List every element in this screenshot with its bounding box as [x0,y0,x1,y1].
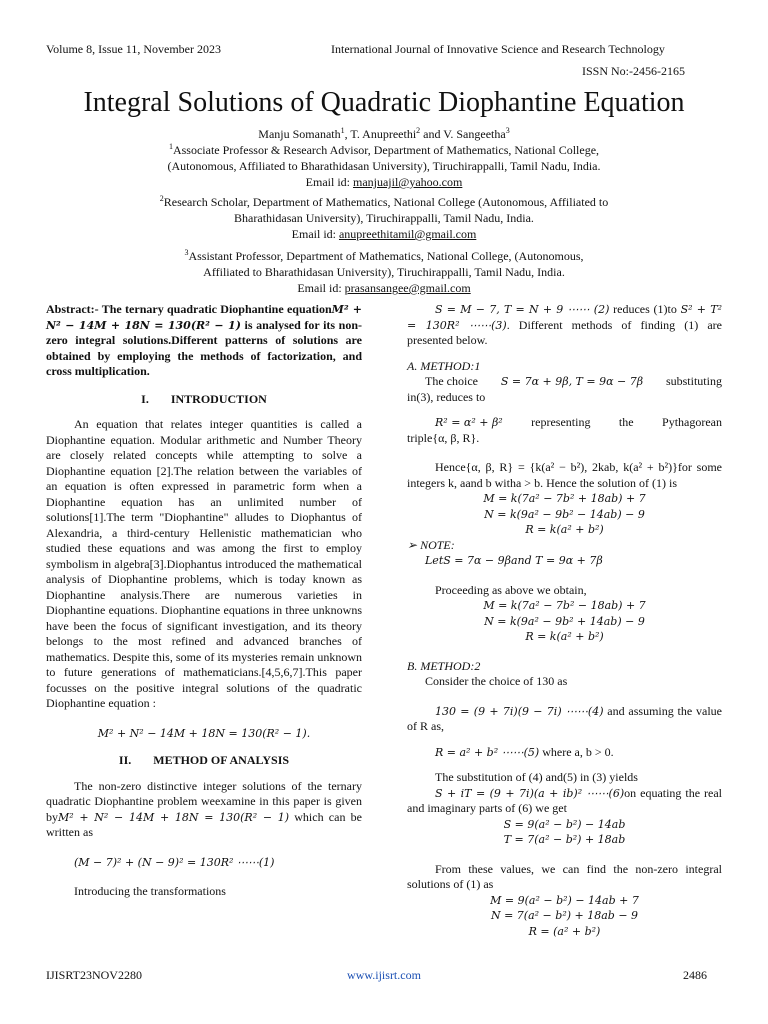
affiliation-3-line1: $^3$Assistant Professor, Department of Mathematics, National College, (Autonomous, [184,248,584,263]
section-introduction-heading: I. INTRODUCTION [141,391,267,406]
analysis-paragraph: The non-zero distinctive integer solutions of the ternary quadratic Diophantine problem weexamine in this paper is given byM² + N² − 14M + 18N = 130(R² − 1) which can be written as [46,778,362,839]
affiliation-2-line2: Bharathidasan University), Tiruchirappalli, Tamil Nadu, India. [234,211,534,225]
transformations-paragraph: S = M − 7, T = N + 9 ⋯⋯ (2) reduces (1)to S² + T² = 130R² ⋯⋯(3). Different methods of finding (1) are presented below. [407,302,722,347]
affiliation-2-line1: $^2$Research Scholar, Department of Mathematics, National College (Autonomous, Affiliated to [159,194,609,209]
method-1-solution-M: M = k(7a² − 7b² + 18ab) + 7 [483,492,646,505]
affiliation-1-line2: (Autonomous, Affiliated to Bharathidasan University), Tiruchirappalli, Tamil Nadu, India. [167,159,601,173]
email-link-1[interactable]: manjuajil@yahoo.com [352,175,463,189]
affiliation-3-email: Email id: prasansangee@gmail.com [297,281,471,295]
introduction-paragraph: An equation that relates integer quantities is called a Diophantine equation. Modular arithmetic and Number Theory are closely related concepts while attempting to solve a Diophantine equation [2].The relation between the variables of an equation is often expressed in parametric form when a Diophantine equation has an unlimited number of solutions[1].The term "Diophantine" alludes to Diophantus of Alexandria, a third-century Hellenistic mathematician who studied these equations and was among the first to employ symbolism in algebra[3].Diophantus introduced the mathematical analysis of Diophantine problems, which is today known as Diophantine analysis.There are numerous varieties in Diophantine equations. Diophantine equations in three unknowns have been the focus of significant investigation, and its theory belongs to the most refined and advanced branches of mathematics. Despite this, some of its mysteries remain unknown to future generations of mathematicians.[4,5,6,7].This paper focusses on the positive integral solutions of the quadratic Diophantine equation : [46,417,362,710]
method-2-from: From these values, we can find the non-zero integral solutions of (1) as [407,861,722,891]
volume-info: Volume 8, Issue 11, November 2023 [46,42,221,56]
section-method-heading: II. METHOD OF ANALYSIS [118,753,290,767]
email-link-2[interactable]: anupreethitamil@gmail.com [338,227,477,241]
method-2-eq4: 130 = (9 + 7i)(9 − 7i) ⋯⋯(4) and assuming the value of R as, [407,703,722,733]
journal-name: International Journal of Innovative Science and Research Technology [331,42,665,56]
journal-url-link[interactable]: www.ijisrt.com [347,968,421,982]
note-solution-N: N = k(9a² − 9b² + 14ab) − 9 [484,614,645,628]
paper-title: Integral Solutions of Quadratic Diophantine Equation [83,87,685,118]
pythagorean-line: R² = α² + β² representing the Pythagorean [435,415,722,429]
method-1-heading: A. METHOD:1 [407,358,481,373]
issn: ISSN No:-2456-2165 [582,64,686,78]
method-1-solution-N: N = k(9a² − 9b² − 14ab) − 9 [484,507,645,521]
method-2-consider: Consider the choice of 130 as [425,674,568,688]
method-1-choice: The choice S = 7α + 9β, T = 9α − 7β substituting [425,374,722,388]
method-1-reduces: in(3), reduces to [407,389,486,404]
method-1-solution-R: R = k(a² + b²) [525,523,604,536]
affiliation-3-block [0,248,768,296]
affiliation-2-email: Email id: anupreethitamil@gmail.com [291,227,477,241]
abstract-equation: M² + N² − 14M + 18N = 130(R² − 1) [46,303,362,332]
author-1-sup: 1 [340,126,345,135]
note-solution-R: R = k(a² + b²) [525,630,604,643]
pythagorean-triple: triple{α, β, R}. [407,430,480,445]
arrow-bullet-icon: ➢ [407,537,421,552]
authors-block [0,126,768,190]
method-2-eq5: R = a² + b² ⋯⋯(5) where a, b > 0. [435,744,614,759]
page-number: 2486 [683,968,707,982]
left-column [46,302,362,900]
method-2-substitution: The substitution of (4) and(5) in (3) yields [435,770,638,784]
affiliation-3-line2: Affiliated to Bharathidasan University), Tiruchirappalli, Tamil Nadu, India. [203,265,565,279]
author-3-sup: 3 [505,126,510,135]
right-column [407,302,722,939]
paper-id: IJISRT23NOV2280 [46,968,142,982]
method-2-T: T = 7(a² − b²) + 18ab [503,833,626,846]
abstract: Abstract:- The ternary quadratic Diophantine equationM² + N² − 14M + 18N = 130(R² − 1) is analysed for its non-zero integral solutions.Different patterns of solutions are obtained by employing the methods of factorization, and cross multiplication. [46,302,362,378]
method-2-heading: B. METHOD:2 [407,658,481,673]
method-2-solution-M: M = 9(a² − b²) − 14ab + 7 [490,893,639,907]
analysis-equation: M² + N² − 14M + 18N = 130(R² − 1) [58,810,290,824]
method-1-hence: Hence{α, β, R} = {k(a² − b²), 2kab, k(a² + b²)}for some integers k, aand b witha > b. Hence the solution of (1) is [407,460,722,490]
note-heading: ➢ NOTE: [407,537,455,552]
note-solution-M: M = k(7a² − 7b² − 18ab) + 7 [483,599,646,612]
note-let: LetS = 7α − 9βand T = 9α + 7β [425,554,603,567]
transformations-intro: Introducing the transformations [74,884,226,898]
author-2: , T. Anupreethi [344,127,417,141]
email-link-3[interactable]: prasansangee@gmail.com [344,281,471,295]
method-2-eq6: S + iT = (9 + 7i)(a + ib)² ⋯⋯(6)on equating the real and imaginary parts of (6) we get [407,785,722,815]
affiliation-1-line1: $^1$Associate Professor & Research Advisor, Department of Mathematics, National College, [168,142,600,157]
affiliation-2-block [0,194,768,242]
author-1: Manju Somanath [258,127,341,141]
proceeding-line: Proceeding as above we obtain, [435,582,587,597]
method-2-solution-R: R = (a² + b²) [528,924,601,938]
author-2-sup: 2 [416,126,421,135]
author-3: and V. Sangeetha [420,127,506,141]
intro-equation: M² + N² − 14M + 18N = 130(R² − 1). [97,726,311,740]
method-2-solution-N: N = 7(a² − b²) + 18ab − 9 [490,909,639,922]
authors-line [0,126,768,142]
equation-1: (M − 7)² + (N − 9)² = 130R² ⋯⋯(1) [74,855,275,869]
method-2-S: S = 9(a² − b²) − 14ab [503,817,626,831]
affiliation-1-email: Email id: manjuajil@yahoo.com [305,175,463,189]
